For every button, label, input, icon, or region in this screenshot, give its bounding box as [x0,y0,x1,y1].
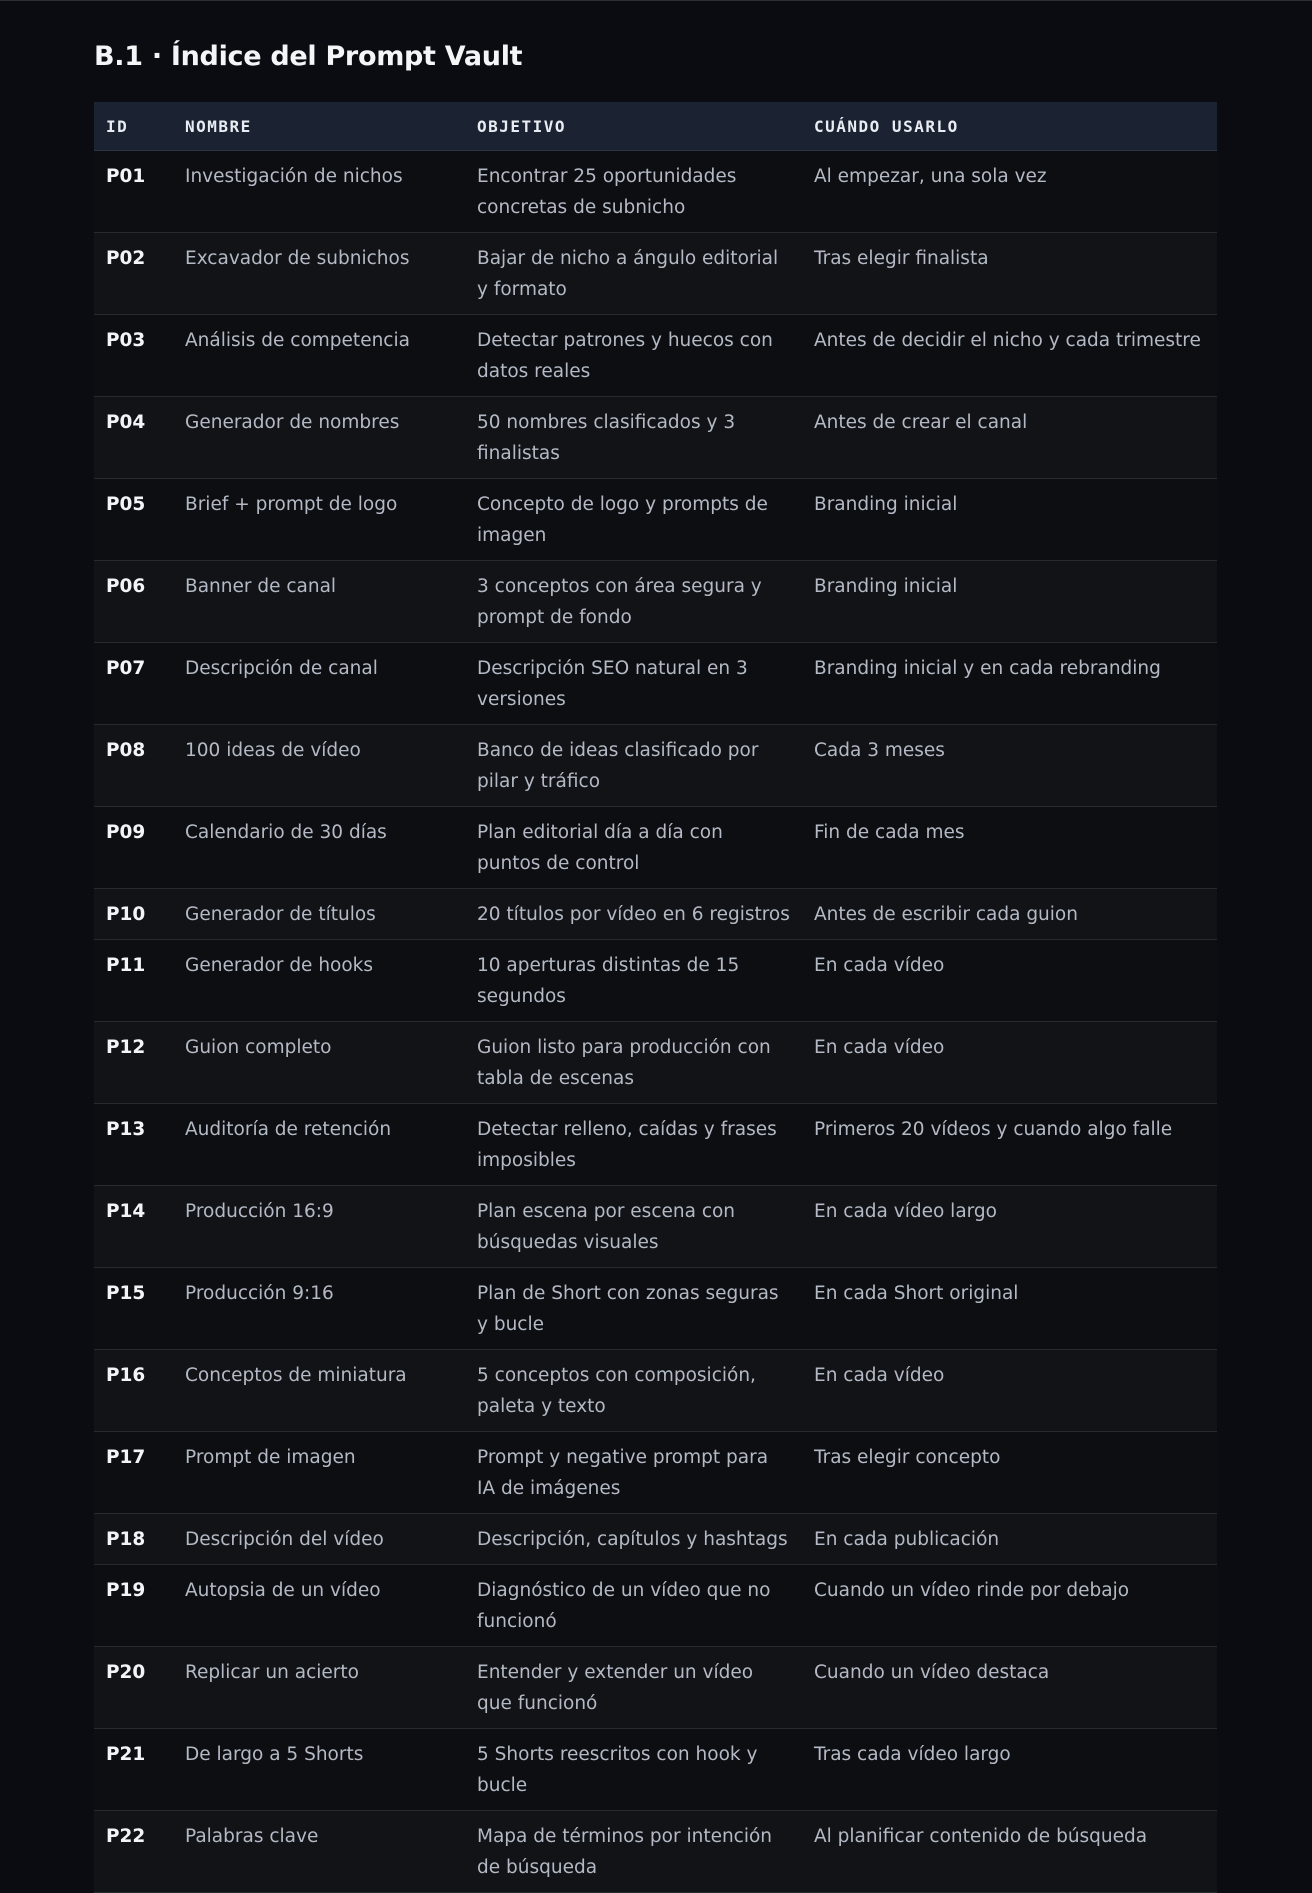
table-row [94,1811,1217,1893]
cell-id: P18 [106,1529,146,1550]
cell-id: P15 [106,1283,146,1304]
table-row [94,1104,1217,1186]
column-header-when: CUÁNDO USARLO [802,102,1217,151]
page-title: B.1 · Índice del Prompt Vault [94,41,523,72]
cell-when: En cada Short original [814,1283,1019,1304]
prompt-vault-table-container [94,102,1217,1893]
cell-name: Generador de títulos [185,904,376,925]
table-row [94,479,1217,561]
cell-when: Tras elegir concepto [814,1447,1001,1468]
cell-when: Branding inicial [814,494,958,515]
cell-id: P10 [106,904,146,925]
table-body [94,151,1217,1893]
table-row [94,1565,1217,1647]
cell-when: En cada publicación [814,1529,1000,1550]
cell-id: P01 [106,166,146,187]
cell-name: Prompt de imagen [185,1447,356,1468]
cell-objective: Detectar relleno, caídas y frases imposibles [477,1119,777,1171]
cell-name: Descripción de canal [185,658,378,679]
cell-name: Generador de hooks [185,955,374,976]
cell-id: P09 [106,822,146,843]
cell-name: Autopsia de un vídeo [185,1580,381,1601]
cell-when: En cada vídeo largo [814,1201,997,1222]
cell-when: Cada 3 meses [814,740,945,761]
cell-id: P06 [106,576,146,597]
cell-id: P05 [106,494,146,515]
table-row [94,315,1217,397]
cell-objective: Concepto de logo y prompts de imagen [477,494,768,546]
cell-name: Producción 9:16 [185,1283,334,1304]
cell-name: 100 ideas de vídeo [185,740,361,761]
table-row [94,233,1217,315]
cell-id: P19 [106,1580,146,1601]
cell-objective: Descripción, capítulos y hashtags [477,1529,788,1550]
cell-name: Brief + prompt de logo [185,494,398,515]
column-header-objective: OBJETIVO [465,102,802,151]
cell-id: P22 [106,1826,146,1847]
cell-name: Conceptos de miniatura [185,1365,407,1386]
cell-id: P08 [106,740,146,761]
cell-objective: 10 aperturas distintas de 15 segundos [477,955,740,1007]
cell-name: Replicar un acierto [185,1662,359,1683]
cell-objective: 50 nombres clasificados y 3 finalistas [477,412,736,464]
table-row [94,561,1217,643]
cell-when: Al planificar contenido de búsqueda [814,1826,1148,1847]
cell-objective: 20 títulos por vídeo en 6 registros [477,904,790,925]
header-row [94,102,1217,151]
cell-id: P16 [106,1365,146,1386]
table-row [94,807,1217,889]
cell-objective: 5 conceptos con composición, paleta y texto [477,1365,756,1417]
cell-name: Calendario de 30 días [185,822,387,843]
prompt-vault-table [94,102,1217,1893]
cell-name: Producción 16:9 [185,1201,334,1222]
cell-when: En cada vídeo [814,1037,945,1058]
cell-id: P03 [106,330,146,351]
cell-id: P12 [106,1037,146,1058]
cell-when: Fin de cada mes [814,822,965,843]
cell-when: Tras elegir finalista [814,248,989,269]
cell-id: P14 [106,1201,146,1222]
cell-name: Descripción del vídeo [185,1529,384,1550]
cell-name: De largo a 5 Shorts [185,1744,364,1765]
table-row [94,1268,1217,1350]
cell-objective: Descripción SEO natural en 3 versiones [477,658,748,710]
cell-objective: Encontrar 25 oportunidades concretas de subnicho [477,166,737,218]
cell-id: P07 [106,658,146,679]
cell-objective: 3 conceptos con área segura y prompt de fondo [477,576,762,628]
cell-when: Antes de crear el canal [814,412,1028,433]
cell-objective: Entender y extender un vídeo que funcionó [477,1662,754,1714]
cell-when: Tras cada vídeo largo [814,1744,1011,1765]
column-header-name: NOMBRE [173,102,465,151]
cell-id: P04 [106,412,146,433]
cell-id: P11 [106,955,146,976]
cell-objective: Mapa de términos por intención de búsqueda [477,1826,773,1878]
cell-when: Cuando un vídeo rinde por debajo [814,1580,1130,1601]
cell-id: P17 [106,1447,146,1468]
cell-when: Al empezar, una sola vez [814,166,1047,187]
table-row [94,151,1217,233]
cell-name: Guion completo [185,1037,332,1058]
cell-objective: Plan escena por escena con búsquedas visuales [477,1201,736,1253]
cell-when: Branding inicial y en cada rebranding [814,658,1161,679]
cell-name: Palabras clave [185,1826,319,1847]
cell-name: Banner de canal [185,576,337,597]
cell-objective: Guion listo para producción con tabla de escenas [477,1037,771,1089]
cell-name: Excavador de subnichos [185,248,410,269]
cell-objective: 5 Shorts reescritos con hook y bucle [477,1744,758,1796]
cell-when: Primeros 20 vídeos y cuando algo falle [814,1119,1173,1140]
cell-objective: Diagnóstico de un vídeo que no funcionó [477,1580,771,1632]
cell-objective: Banco de ideas clasificado por pilar y tráfico [477,740,759,792]
cell-objective: Plan editorial día a día con puntos de control [477,822,723,874]
table-row [94,1350,1217,1432]
cell-when: Antes de decidir el nicho y cada trimestre [814,330,1201,351]
cell-name: Análisis de competencia [185,330,410,351]
cell-name: Investigación de nichos [185,166,403,187]
table-row [94,643,1217,725]
column-header-id: ID [94,102,173,151]
table-row [94,725,1217,807]
cell-when: En cada vídeo [814,1365,945,1386]
cell-id: P20 [106,1662,146,1683]
table-row [94,1514,1217,1565]
cell-id: P21 [106,1744,146,1765]
cell-objective: Bajar de nicho a ángulo editorial y formato [477,248,779,300]
cell-name: Auditoría de retención [185,1119,392,1140]
cell-name: Generador de nombres [185,412,400,433]
cell-when: Antes de escribir cada guion [814,904,1078,925]
table-row [94,940,1217,1022]
table-row [94,1729,1217,1811]
table-row [94,889,1217,940]
table-row [94,1647,1217,1729]
cell-objective: Plan de Short con zonas seguras y bucle [477,1283,779,1335]
table-row [94,1022,1217,1104]
table-row [94,1432,1217,1514]
cell-when: Cuando un vídeo destaca [814,1662,1050,1683]
table-row [94,1186,1217,1268]
cell-objective: Prompt y negative prompt para IA de imágenes [477,1447,769,1499]
table-header [94,102,1217,151]
cell-objective: Detectar patrones y huecos con datos reales [477,330,773,382]
table-row [94,397,1217,479]
cell-when: En cada vídeo [814,955,945,976]
cell-id: P02 [106,248,146,269]
cell-when: Branding inicial [814,576,958,597]
cell-id: P13 [106,1119,146,1140]
